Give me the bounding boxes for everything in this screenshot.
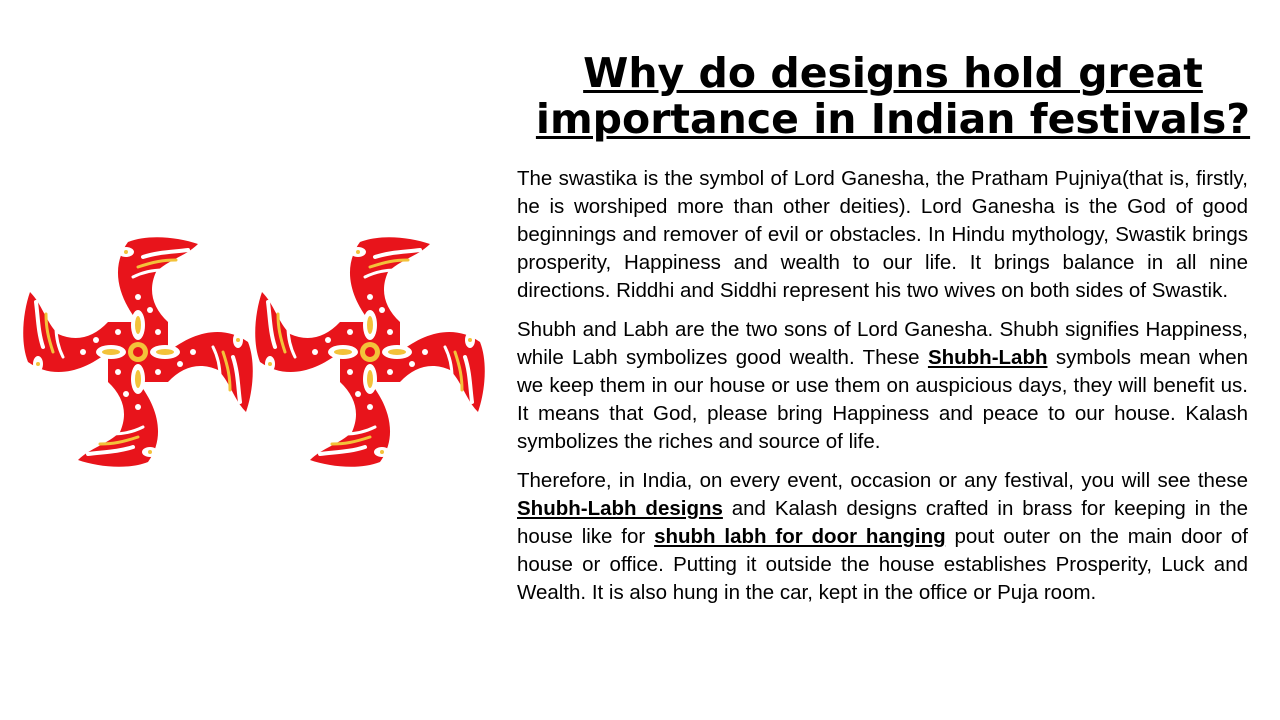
swastika-left-icon xyxy=(23,237,253,467)
swastika-right-icon xyxy=(255,237,485,467)
door-hanging-link[interactable]: shubh labh for door hanging xyxy=(654,525,946,548)
paragraph-shubh-labh xyxy=(517,316,1248,456)
paragraph-designs xyxy=(517,467,1248,607)
shubh-labh-designs-link[interactable]: Shubh-Labh designs xyxy=(517,497,723,520)
paragraph-text: symbols mean when we keep them in our house or use them on auspicious days, they will benefit us. It means that God, please bring Happiness and peace to our house. Kalash symbolizes the riches and source of life. xyxy=(517,346,1249,453)
paragraph-text: and Kalash designs crafted in brass for keeping in the house like for xyxy=(517,497,1248,548)
slide-title: Why do designs hold great importance in Indian festivals? xyxy=(535,49,1251,143)
paragraph-text: Shubh and Labh are the two sons of Lord Ganesha. Shubh signifies Happiness, while Labh symbolizes good wealth. These xyxy=(517,318,1248,369)
slide-body xyxy=(517,165,1248,618)
paragraph-text: pout outer on the main door of house or office. Putting it outside the house establishes Prosperity, Luck and Wealth. It is also hung in the car, kept in the office or Puja room. xyxy=(517,525,1249,604)
shubh-labh-link[interactable]: Shubh-Labh xyxy=(927,346,1048,369)
paragraph-swastika xyxy=(517,165,1248,305)
paragraph-text: The swastika is the symbol of Lord Ganesha, the Pratham Pujniya(that is, firstly, he is worshiped more than other deities). Lord Ganesha is the God of good beginnings and remover of evil or obstacles. In Hindu mythology, Swastik brings prosperity, Happiness and wealth to our life. It brings balance in all nine directions. Riddhi and Siddhi represent his two wives on both sides of Swastik. xyxy=(517,167,1248,302)
paragraph-text: Therefore, in India, on every event, occasion or any festival, you will see these xyxy=(517,469,1248,492)
swastika-image xyxy=(0,180,500,510)
